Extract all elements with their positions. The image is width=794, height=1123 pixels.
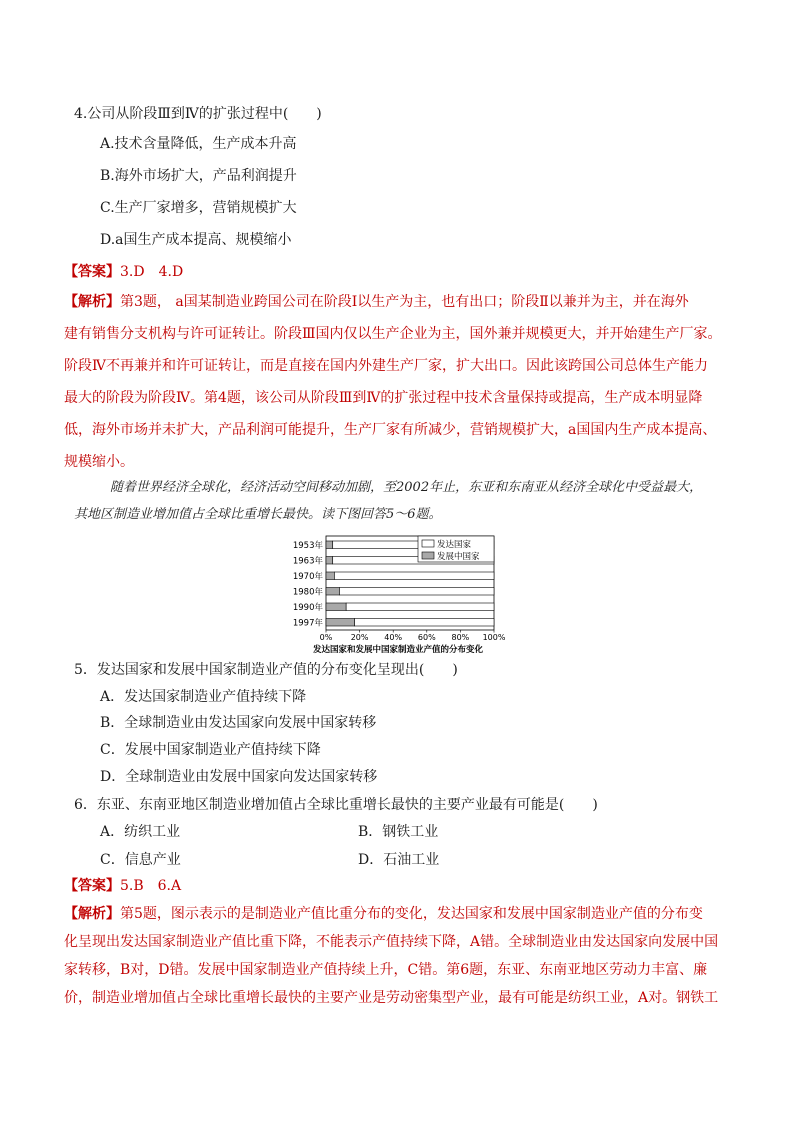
x-tick-label: 80% [451,633,470,642]
intro-paragraph [74,474,734,528]
q4-option-c: C.生产厂家增多，营销规模扩大 [100,200,297,216]
y-tick-label: 1970年 [292,571,323,582]
bar-developing [326,603,346,611]
analysis1-line-1: 第3题， a国某制造业跨国公司在阶段Ⅰ以生产为主，也有出口；阶段Ⅱ以兼并为主，并在海外 [120,294,689,310]
x-tick-label: 0% [319,633,333,642]
answer-block-1 [64,262,183,282]
intro-line-2: 其地区制造业增加值占全球比重增长最快。读下图回答5～6题。 [74,507,442,522]
x-tick-label: 100% [482,633,506,642]
analysis1-line-5: 低，海外市场并未扩大，产品利润可能提升，生产厂家有所减少，营销规模扩大，a国国内生产成本提高、 [64,422,717,438]
y-tick-label: 1990年 [292,602,323,613]
q4-stem: 4.公司从阶段Ⅲ到Ⅳ的扩张过程中( ) [74,106,322,122]
y-tick-label: 1980年 [292,587,323,598]
q6-option-b: B．钢铁工业 [358,824,439,840]
bar-developing [326,572,334,580]
bar-developing [326,541,333,549]
q6-option-c: C．信息产业 [100,852,181,868]
analysis1-line-4: 最大的阶段为阶段Ⅳ。第4题，该公司从阶段Ⅲ到Ⅳ的扩张过程中技术含量保持或提高，生产成本明显降 [64,390,703,406]
q4-option-a: A.技术含量降低，生产成本升高 [100,136,297,152]
bar-developed [346,603,494,611]
answer-block-2 [64,876,181,896]
analysis1-line-6: 规模缩小。 [64,454,134,470]
q6-option-d: D．石油工业 [358,852,440,868]
answer-tag-2: 【答案】 [64,878,120,894]
analysis-block-2 [64,900,744,1012]
bar-developed [334,572,494,580]
y-tick-label: 1997年 [292,618,323,629]
manufacturing-share-chart [278,532,518,656]
answer-text-2: 5.B 6.A [120,878,182,894]
bar-developing [326,588,339,596]
legend-label: 发达国家 [437,540,472,550]
chart-caption: 发达国家和发展中国家制造业产值的分布变化 [312,645,484,655]
analysis2-line-1: 第5题，图示表示的是制造业产值比重分布的变化，发达国家和发展中国家制造业产值的分布变 [120,906,703,922]
q4-option-d: D.a国生产成本提高、规模缩小 [100,232,292,248]
analysis2-line-2: 化呈现出发达国家制造业产值比重下降，不能表示产值持续下降，A错。全球制造业由发达国家向发展中国 [64,934,719,950]
q6-stem: 6．东亚、东南亚地区制造业增加值占全球比重增长最快的主要产业最有可能是( ) [74,797,598,813]
q5-option-c: C．发展中国家制造业产值持续下降 [100,742,321,758]
legend-label: 发展中国家 [437,552,480,562]
q5-option-a: A．发达国家制造业产值持续下降 [100,689,307,705]
x-tick-label: 60% [417,633,436,642]
answer-text: 3.D 4.D [120,264,184,280]
intro-line-1: 随着世界经济全球化，经济活动空间移动加剧，至2002年止，东亚和东南亚从经济全球化中受益最大， [110,480,703,495]
answer-tag: 【答案】 [64,264,120,280]
bar-developed [339,588,494,596]
bar-developing [326,619,355,627]
q6-option-a: A．纺织工业 [100,824,181,840]
q4-option-b: B.海外市场扩大，产品利润提升 [100,168,297,184]
analysis-block-1 [64,286,744,478]
q5-stem: 5．发达国家和发展中国家制造业产值的分布变化呈现出( ) [74,662,458,678]
y-tick-label: 1963年 [292,556,323,567]
bar-developing [326,557,333,565]
analysis2-line-3: 家转移，B对，D错。发展中国家制造业产值持续上升，C错。第6题，东亚、东南亚地区劳动力丰富、廉 [64,962,708,978]
analysis1-line-3: 阶段Ⅳ不再兼并和许可证转让，而是直接在国内外建生产厂家，扩大出口。因此该跨国公司总体生产能力 [64,358,708,374]
x-tick-label: 20% [350,633,369,642]
bar-developed [355,619,494,627]
legend-swatch [422,540,434,547]
y-tick-label: 1953年 [292,540,323,551]
q5-option-b: B．全球制造业由发达国家向发展中国家转移 [100,715,377,731]
analysis1-line-2: 建有销售分支机构与许可证转让。阶段Ⅲ国内仅以生产企业为主，国外兼并规模更大，并开始建生产厂家。 [64,326,722,342]
analysis-tag-2: 【解析】 [64,906,120,922]
q5-option-d: D．全球制造业由发展中国家向发达国家转移 [100,769,378,785]
analysis-tag: 【解析】 [64,294,120,310]
analysis2-line-4: 价，制造业增加值占全球比重增长最快的主要产业是劳动密集型产业，最有可能是纺织工业，A对。钢铁工 [64,990,719,1006]
legend-swatch [422,552,434,559]
x-tick-label: 40% [384,633,403,642]
